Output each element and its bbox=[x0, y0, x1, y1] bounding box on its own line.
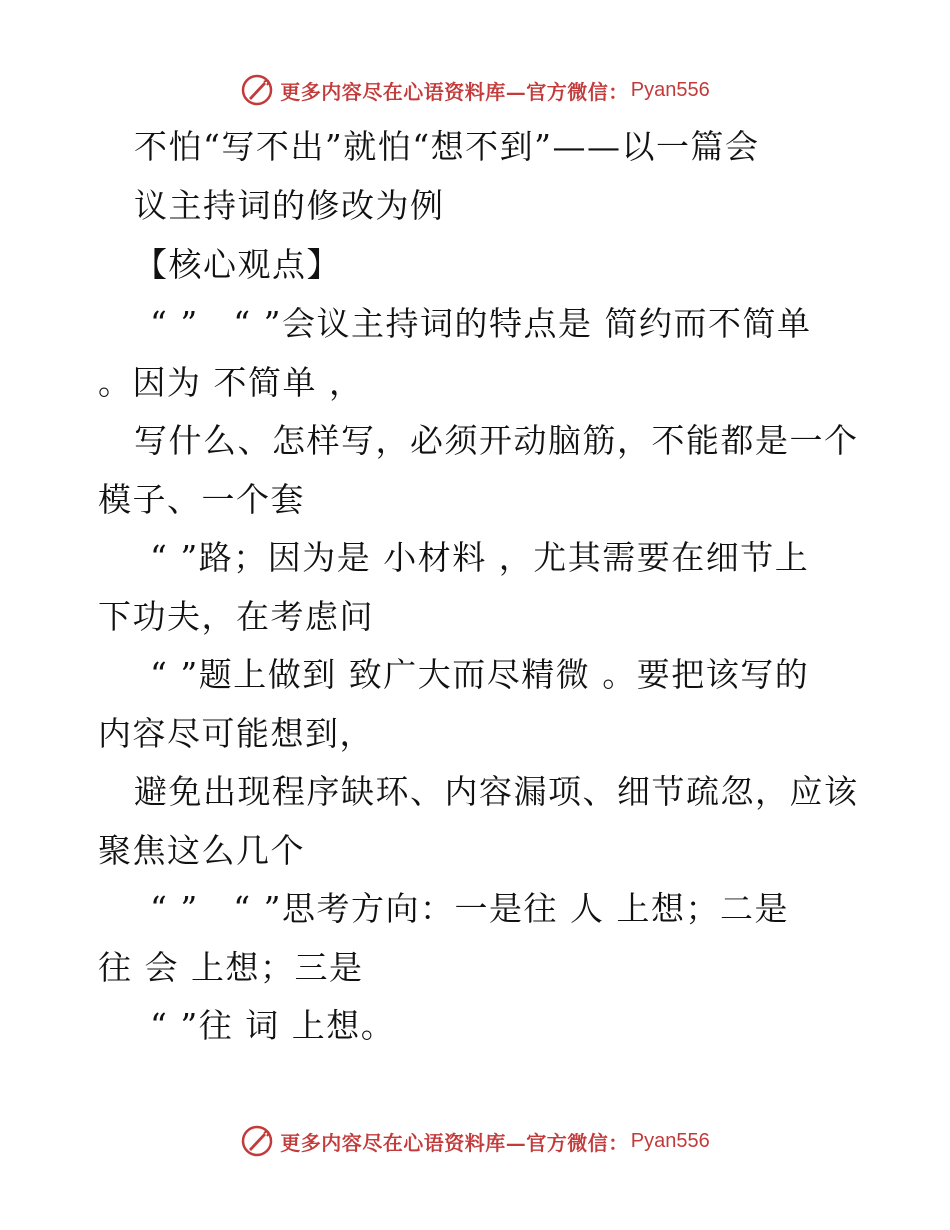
banner-wechat-id: Pyan556 bbox=[630, 78, 710, 101]
header-banner bbox=[0, 70, 950, 110]
banner-text: 更多内容尽在心语资料库—官方微信： bbox=[280, 1130, 629, 1155]
title-line-1: 不怕“写不出”就怕“想不到”——以一篇会 bbox=[134, 127, 760, 166]
paragraph-line: 聚焦这么几个 bbox=[98, 831, 305, 870]
paragraph-line: “ ” “ ”思考方向：一是往 人 上想；二是 bbox=[150, 889, 789, 928]
paragraph-line: “ ” “ ”会议主持词的特点是 简约而不简单 bbox=[150, 304, 812, 343]
paragraph-line: “ ”往 词 上想。 bbox=[150, 1006, 396, 1045]
banner-wechat-id: Pyan556 bbox=[630, 1129, 710, 1152]
banner-text: 更多内容尽在心语资料库—官方微信： bbox=[280, 79, 629, 104]
footer-banner bbox=[0, 1121, 950, 1161]
section-heading: 【核心观点】 bbox=[134, 245, 341, 284]
paragraph-line: 避免出现程序缺环、内容漏项、细节疏忽，应该 bbox=[134, 772, 859, 811]
paragraph-line: 内容尽可能想到， bbox=[98, 714, 374, 753]
paragraph-line: 往 会 上想；三是 bbox=[98, 948, 364, 987]
title-line-2: 议主持词的修改为例 bbox=[134, 186, 445, 225]
paragraph-line: “ ”路；因为是 小材料 ，尤其需要在细节上 bbox=[150, 538, 810, 577]
paragraph-line: 写什么、怎样写，必须开动脑筋，不能都是一个 bbox=[134, 421, 859, 460]
paragraph-line: 下功夫，在考虑问 bbox=[98, 597, 374, 636]
paragraph-line: 模子、一个套 bbox=[98, 480, 305, 519]
quill-logo-icon bbox=[240, 1124, 274, 1158]
quill-logo-icon bbox=[240, 73, 274, 107]
paragraph-line: 。因为 不简单 ， bbox=[98, 363, 364, 402]
paragraph-line: “ ”题上做到 致广大而尽精微 。要把该写的 bbox=[150, 655, 810, 694]
